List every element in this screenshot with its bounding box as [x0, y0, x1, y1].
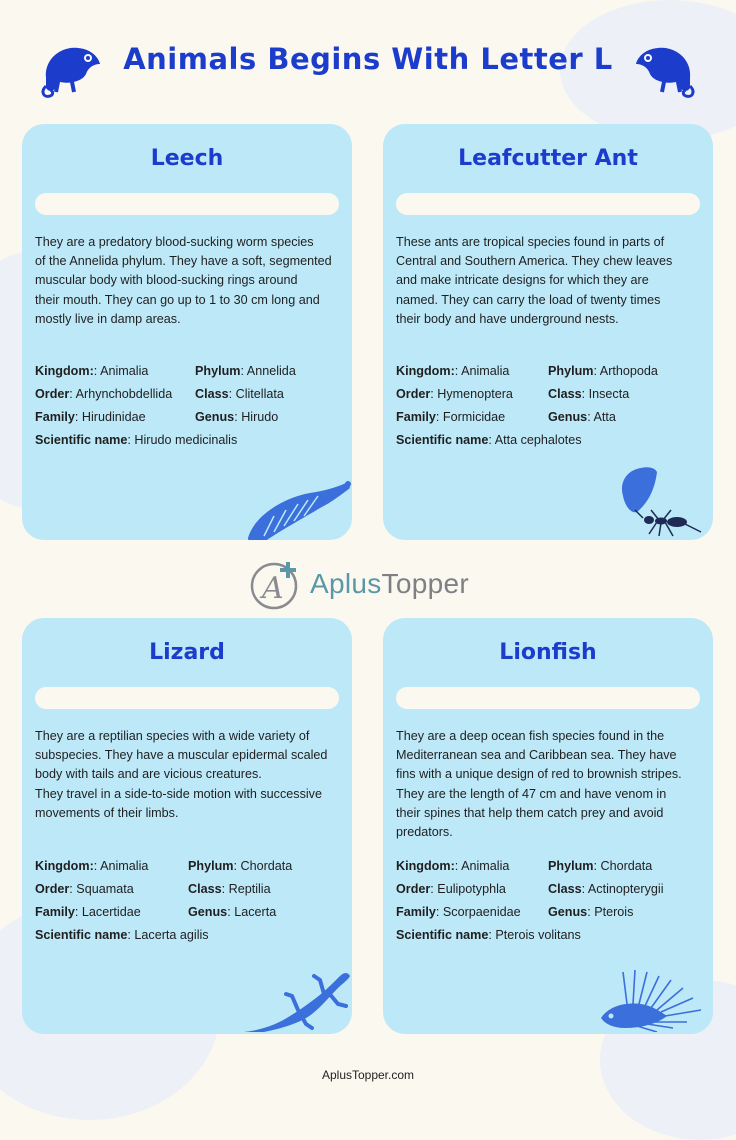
page-title: Animals Begins With Letter L [123, 42, 613, 76]
class-label: Class [548, 882, 582, 896]
description-line: Central and Southern America. They chew leaves [396, 254, 673, 269]
scientific-name-value: : Pterois volitans [488, 928, 581, 942]
title-underline-bar [396, 193, 700, 215]
kingdom-value: : Animalia [454, 859, 510, 873]
logo-text-prefix: Aplus [310, 568, 382, 599]
taxonomy-facts [35, 855, 344, 947]
order-value: : Arhynchobdellida [69, 387, 173, 401]
genus-label: Genus [548, 905, 588, 919]
kingdom-value: : Animalia [93, 859, 149, 873]
taxonomy-facts [396, 360, 705, 452]
description-line: body with tails and are vicious creatures. [35, 767, 262, 782]
family-value: : Formicidae [435, 410, 506, 424]
phylum-label: Phylum [548, 859, 594, 873]
title-underline-bar [35, 687, 339, 709]
description-line: They are a reptilian species with a wide variety of [35, 729, 310, 743]
description-line: and make intricate designs for which they are [396, 273, 649, 288]
phylum-value: : Annelida [240, 364, 296, 378]
description-line: They are the length of 47 cm and have venom in [396, 786, 667, 801]
lizard-icon [242, 966, 352, 1034]
phylum-label: Phylum [188, 859, 234, 873]
description-line: predators. [396, 825, 453, 840]
description-line: muscular body with blood-sucking rings around [35, 273, 298, 288]
class-value: : Reptilia [221, 882, 271, 896]
class-label: Class [188, 882, 222, 896]
description-line: movements of their limbs. [35, 805, 179, 820]
card-description [35, 727, 340, 823]
logo-text-suffix: Topper [381, 568, 469, 599]
scientific-name-value: : Atta cephalotes [488, 433, 582, 447]
genus-value: : Atta [587, 410, 616, 424]
animal-card-lionfish [383, 618, 713, 1034]
card-description [396, 727, 701, 842]
genus-label: Genus [548, 410, 588, 424]
class-value: : Clitellata [228, 387, 284, 401]
phylum-label: Phylum [195, 364, 241, 378]
card-title: Leech [150, 146, 224, 171]
kingdom-value: : Animalia [454, 364, 510, 378]
description-line: Mediterranean sea and Caribbean sea. They have [396, 748, 677, 763]
title-underline-bar [396, 687, 700, 709]
animal-card-lizard [22, 618, 352, 1034]
kingdom-label: Kingdom: [35, 364, 94, 378]
order-label: Order [396, 882, 431, 896]
order-value: : Hymenoptera [430, 387, 513, 401]
description-line: named. They can carry the load of twenty times [396, 292, 661, 307]
family-value: : Scorpaenidae [435, 905, 521, 919]
order-label: Order [35, 387, 70, 401]
description-line: subspecies. They have a muscular epidermal scaled [35, 748, 328, 763]
scientific-name-label: Scientific name [35, 928, 128, 942]
genus-value: : Pterois [587, 905, 634, 919]
footer-text: AplusTopper.com [321, 1068, 415, 1082]
lionfish-icon [597, 966, 707, 1032]
card-description [35, 233, 340, 329]
class-label: Class [548, 387, 582, 401]
genus-label: Genus [188, 905, 228, 919]
phylum-label: Phylum [548, 364, 594, 378]
card-description [396, 233, 701, 329]
title-underline-bar [35, 193, 339, 215]
description-line: of the Annelida phylum. They have a soft, segmented [35, 254, 332, 269]
animal-card-leech [22, 124, 352, 540]
kingdom-label: Kingdom: [396, 859, 455, 873]
phylum-value: : Chordata [593, 859, 653, 873]
genus-value: : Lacerta [227, 905, 277, 919]
class-label: Class [195, 387, 229, 401]
description-line: their mouth. They can go up to 1 to 30 cm long and [35, 292, 320, 307]
genus-label: Genus [195, 410, 235, 424]
card-title: Lizard [149, 640, 225, 665]
phylum-value: : Chordata [233, 859, 293, 873]
kingdom-value: : Animalia [93, 364, 149, 378]
card-title: Leafcutter Ant [458, 146, 638, 171]
family-value: : Lacertidae [74, 905, 141, 919]
animal-card-leafcutter-ant [383, 124, 713, 540]
card-title: Lionfish [499, 640, 597, 665]
family-value: : Hirudinidae [74, 410, 146, 424]
svg-text:A: A [262, 571, 284, 606]
family-label: Family [396, 905, 436, 919]
class-value: : Insecta [581, 387, 630, 401]
family-label: Family [35, 905, 75, 919]
taxonomy-facts [396, 855, 705, 947]
order-value: : Eulipotyphla [430, 882, 506, 896]
ant-with-leaf-icon [615, 464, 711, 540]
description-line: their body and have underground nests. [396, 311, 619, 326]
description-line: They are a predatory blood-sucking worm species [35, 235, 314, 249]
scientific-name-label: Scientific name [396, 928, 489, 942]
description-line: fins with a unique design of red to brownish stripes. [396, 767, 682, 782]
scientific-name-label: Scientific name [35, 433, 128, 447]
description-line: their spines that help them catch prey and avoid [396, 805, 664, 820]
order-value: : Squamata [69, 882, 134, 896]
order-label: Order [396, 387, 431, 401]
aplustopper-logo [248, 558, 488, 610]
phylum-value: : Arthopoda [593, 364, 658, 378]
scientific-name-value: : Hirudo medicinalis [127, 433, 238, 447]
scientific-name-value: : Lacerta agilis [127, 928, 209, 942]
logo-mark-icon [248, 558, 304, 610]
scientific-name-label: Scientific name [396, 433, 489, 447]
description-line: They travel in a side-to-side motion with successive [35, 786, 322, 801]
family-label: Family [35, 410, 75, 424]
description-line: These ants are tropical species found in parts of [396, 235, 665, 249]
taxonomy-facts [35, 360, 344, 452]
family-label: Family [396, 410, 436, 424]
genus-value: : Hirudo [234, 410, 279, 424]
order-label: Order [35, 882, 70, 896]
leech-icon [244, 476, 352, 540]
class-value: : Actinopterygii [581, 882, 664, 896]
description-line: mostly live in damp areas. [35, 311, 181, 326]
description-line: They are a deep ocean fish species found in the [396, 729, 665, 743]
logo-text [310, 568, 469, 600]
kingdom-label: Kingdom: [396, 364, 455, 378]
kingdom-label: Kingdom: [35, 859, 94, 873]
